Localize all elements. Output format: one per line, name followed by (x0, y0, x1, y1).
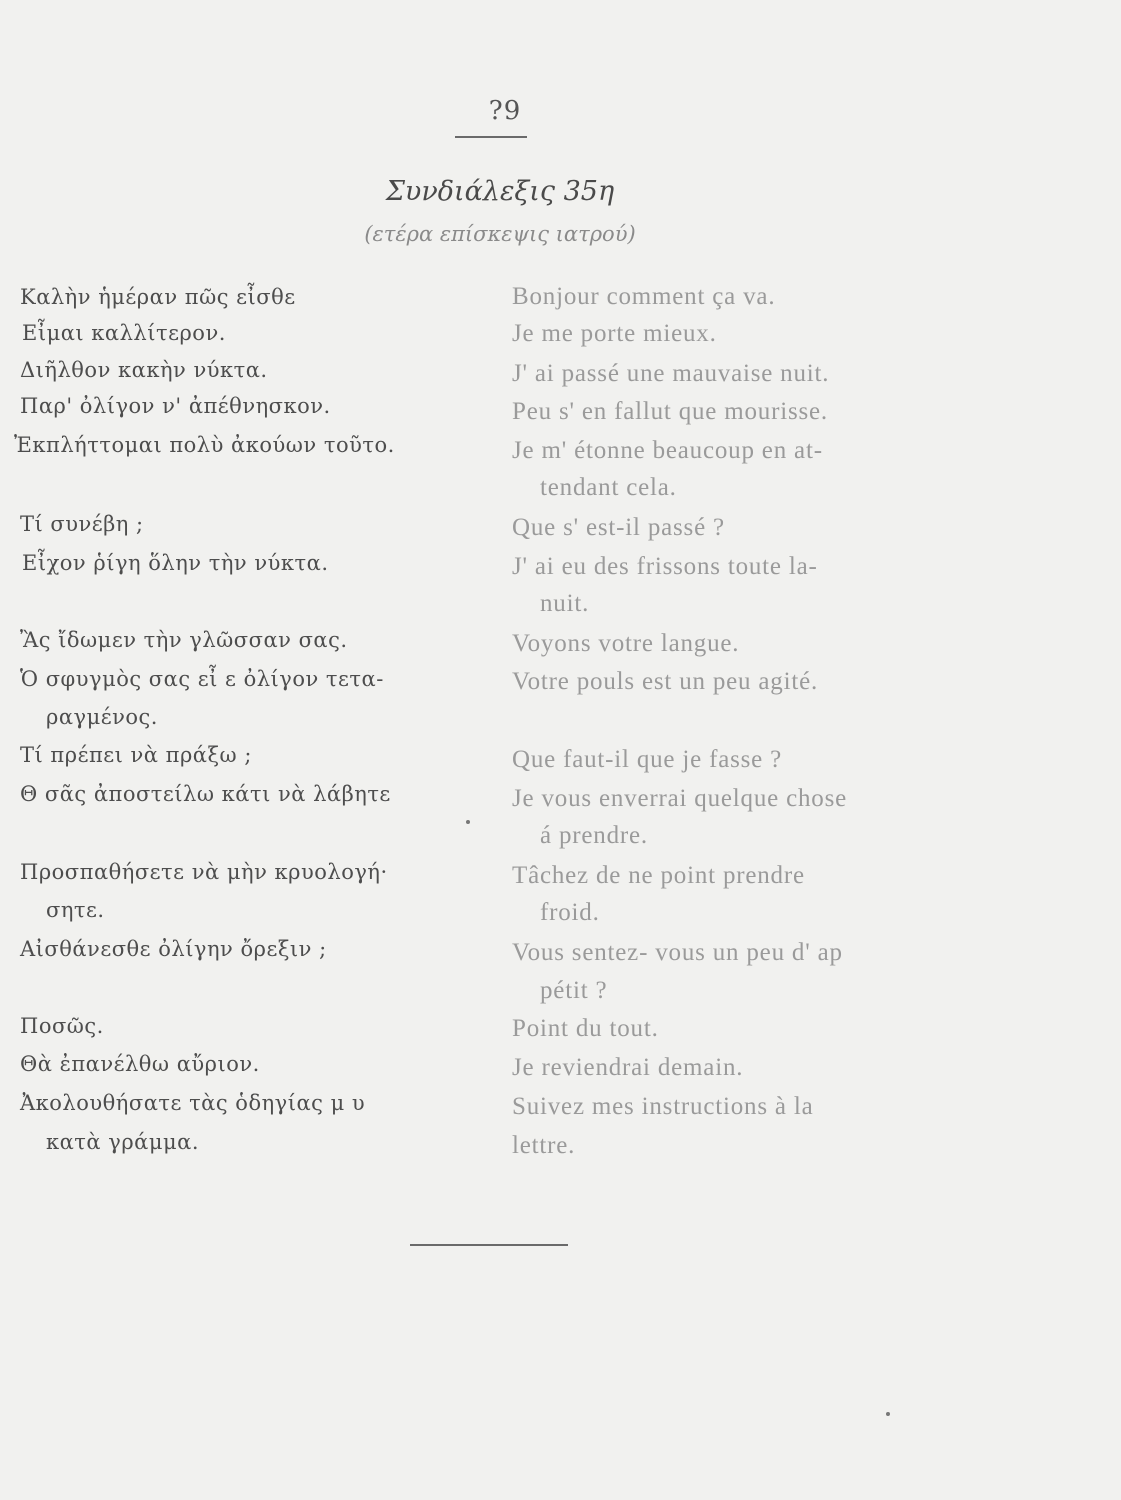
french-line: Que s' est-il passé ? (512, 514, 725, 541)
french-line: Votre pouls est un peu agité. (512, 668, 819, 695)
french-line: froid. (540, 899, 600, 926)
greek-line: Τί συνέβη ; (20, 512, 144, 536)
french-line: Je vous enverrai quelque chose (512, 785, 847, 812)
french-line: J' ai passé une mauvaise nuit. (512, 360, 830, 387)
french-line: Voyons votre langue. (512, 630, 740, 657)
french-line: Je m' étonne beaucoup en at- (512, 437, 823, 464)
greek-line: Τί πρέπει νὰ πράξω ; (20, 743, 252, 767)
page-number-underline (455, 136, 527, 138)
french-line: J' ai eu des frissons toute la- (512, 553, 818, 580)
ink-speck (886, 1412, 890, 1416)
french-line: Que faut-il que je fasse ? (512, 746, 782, 773)
greek-line: Παρ' ὀλίγον ν' ἀπέθνησκον. (20, 394, 331, 418)
greek-line: ραγμένος. (46, 705, 158, 729)
greek-line: Ἂς ἴδωμεν τὴν γλῶσσαν σας. (20, 628, 348, 652)
french-line: Point du tout. (512, 1015, 659, 1042)
greek-line: Θὰ ἐπανέλθω αὔριον. (20, 1052, 260, 1076)
french-line: Bonjour comment ça va. (512, 283, 776, 310)
greek-line: σητε. (46, 898, 105, 922)
french-line: Je reviendrai demain. (512, 1054, 744, 1081)
french-line: Je me porte mieux. (512, 320, 717, 347)
greek-line: Ἐκπλήττομαι πολὺ ἀκούων τοῦτο. (14, 433, 395, 457)
conversation-subtitle: (ετέρα επίσκεψις ιατρού) (364, 222, 636, 246)
greek-line: Ἀκολουθήσατε τὰς ὁδηγίας μ υ (20, 1091, 366, 1115)
greek-line: κατὰ γράμμα. (46, 1130, 200, 1154)
greek-line: Ποσῶς. (20, 1014, 104, 1038)
greek-line: Ὁ σφυγμὸς σας εἶ ε ὀλίγον τετα- (20, 667, 384, 691)
french-line: nuit. (540, 590, 590, 617)
greek-line: Αἰσθάνεσθε ὀλίγην ὄρεξιν ; (20, 937, 327, 961)
french-line: tendant cela. (540, 474, 677, 501)
french-line: Peu s' en fallut que mourisse. (512, 398, 828, 425)
french-line: pétit ? (540, 977, 608, 1004)
french-line: lettre. (512, 1132, 576, 1159)
greek-line: Θ σᾶς ἀποστείλω κάτι νὰ λάβητε (20, 782, 391, 806)
french-line: á prendre. (540, 822, 648, 849)
conversation-title: Συνδιάλεξις 35η (385, 176, 615, 207)
greek-line: Προσπαθήσετε νὰ μὴν κρυολογή· (20, 860, 388, 884)
ink-speck (466, 820, 470, 824)
french-line: Tâchez de ne point prendre (512, 862, 805, 889)
greek-line: Εἶμαι καλλίτερον. (22, 321, 226, 345)
greek-line: Εἶχον ῥίγη ὅλην τὴν νύκτα. (22, 551, 329, 575)
greek-line: Καλὴν ἡμέραν πῶς εἶσθε (20, 285, 296, 309)
end-rule (410, 1244, 568, 1246)
page-number: ?9 (488, 96, 522, 126)
french-line: Vous sentez- vous un peu d' ap (512, 939, 843, 966)
french-line: Suivez mes instructions à la (512, 1093, 814, 1120)
greek-line: Διῆλθον κακὴν νύκτα. (20, 358, 268, 382)
